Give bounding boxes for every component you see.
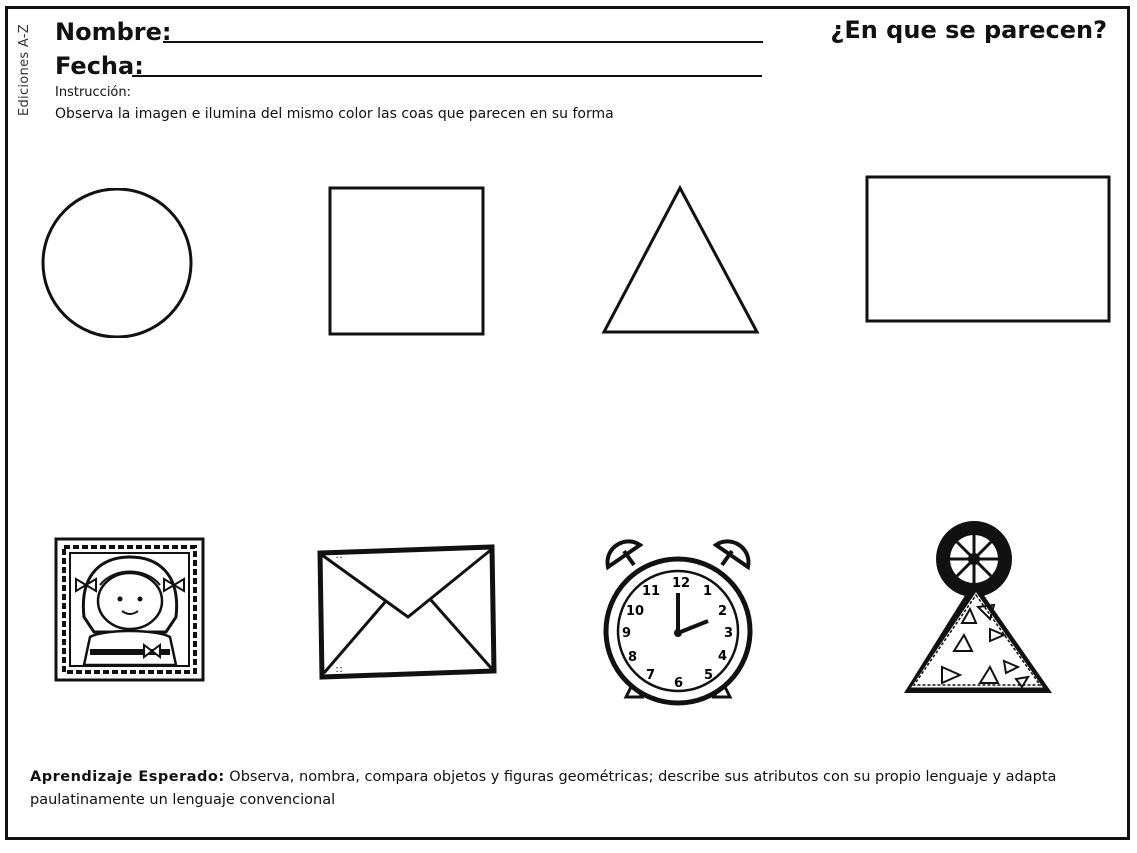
learning-outcome-text: Observa, nombra, compara objetos y figuras geométricas; describe sus atributos con su propio lenguaje y adapta paulatinamente un lenguaje convencional [30, 769, 1057, 808]
worksheet-frame [5, 6, 1130, 840]
svg-text:∷: ∷ [336, 551, 343, 562]
clock-number-4: 4 [718, 649, 728, 664]
clock-number-9: 9 [622, 626, 632, 641]
rectangle-icon[interactable] [865, 175, 1113, 325]
clock-number-5: 5 [704, 668, 714, 683]
clock-number-3: 3 [724, 626, 734, 641]
instruction-label: Instrucción: [55, 85, 132, 100]
clock-number-10: 10 [626, 604, 645, 619]
clock-number-2: 2 [718, 604, 728, 619]
envelope-icon[interactable] [316, 543, 498, 683]
page-title: ¿En que se parecen? [830, 16, 1107, 44]
learning-outcome-label: Aprendizaje Esperado: [30, 769, 225, 785]
fecha-label: Fecha: [55, 52, 144, 80]
svg-text:∷: ∷ [336, 665, 343, 676]
nombre-line[interactable] [163, 41, 763, 43]
nombre-label: Nombre: [55, 18, 172, 46]
learning-outcome [30, 766, 1105, 812]
clock-number-6: 6 [674, 676, 684, 691]
clock-number-8: 8 [628, 650, 638, 665]
clock-number-7: 7 [646, 668, 656, 683]
clock-number-1: 1 [703, 584, 713, 599]
circle-icon[interactable] [38, 188, 198, 338]
alarm-clock-icon[interactable] [600, 533, 756, 707]
girl-portrait-frame-icon[interactable] [54, 537, 206, 683]
instruction-text: Observa la imagen e ilumina del mismo color las coas que parecen en su forma [55, 106, 614, 122]
fecha-line[interactable] [132, 75, 762, 77]
party-hat-icon[interactable] [898, 517, 1060, 703]
square-icon[interactable] [328, 186, 488, 338]
triangle-icon[interactable] [600, 184, 762, 338]
publisher-label: Ediciones A-Z [17, 23, 32, 117]
clock-number-12: 12 [672, 576, 691, 591]
clock-number-11: 11 [642, 584, 661, 599]
